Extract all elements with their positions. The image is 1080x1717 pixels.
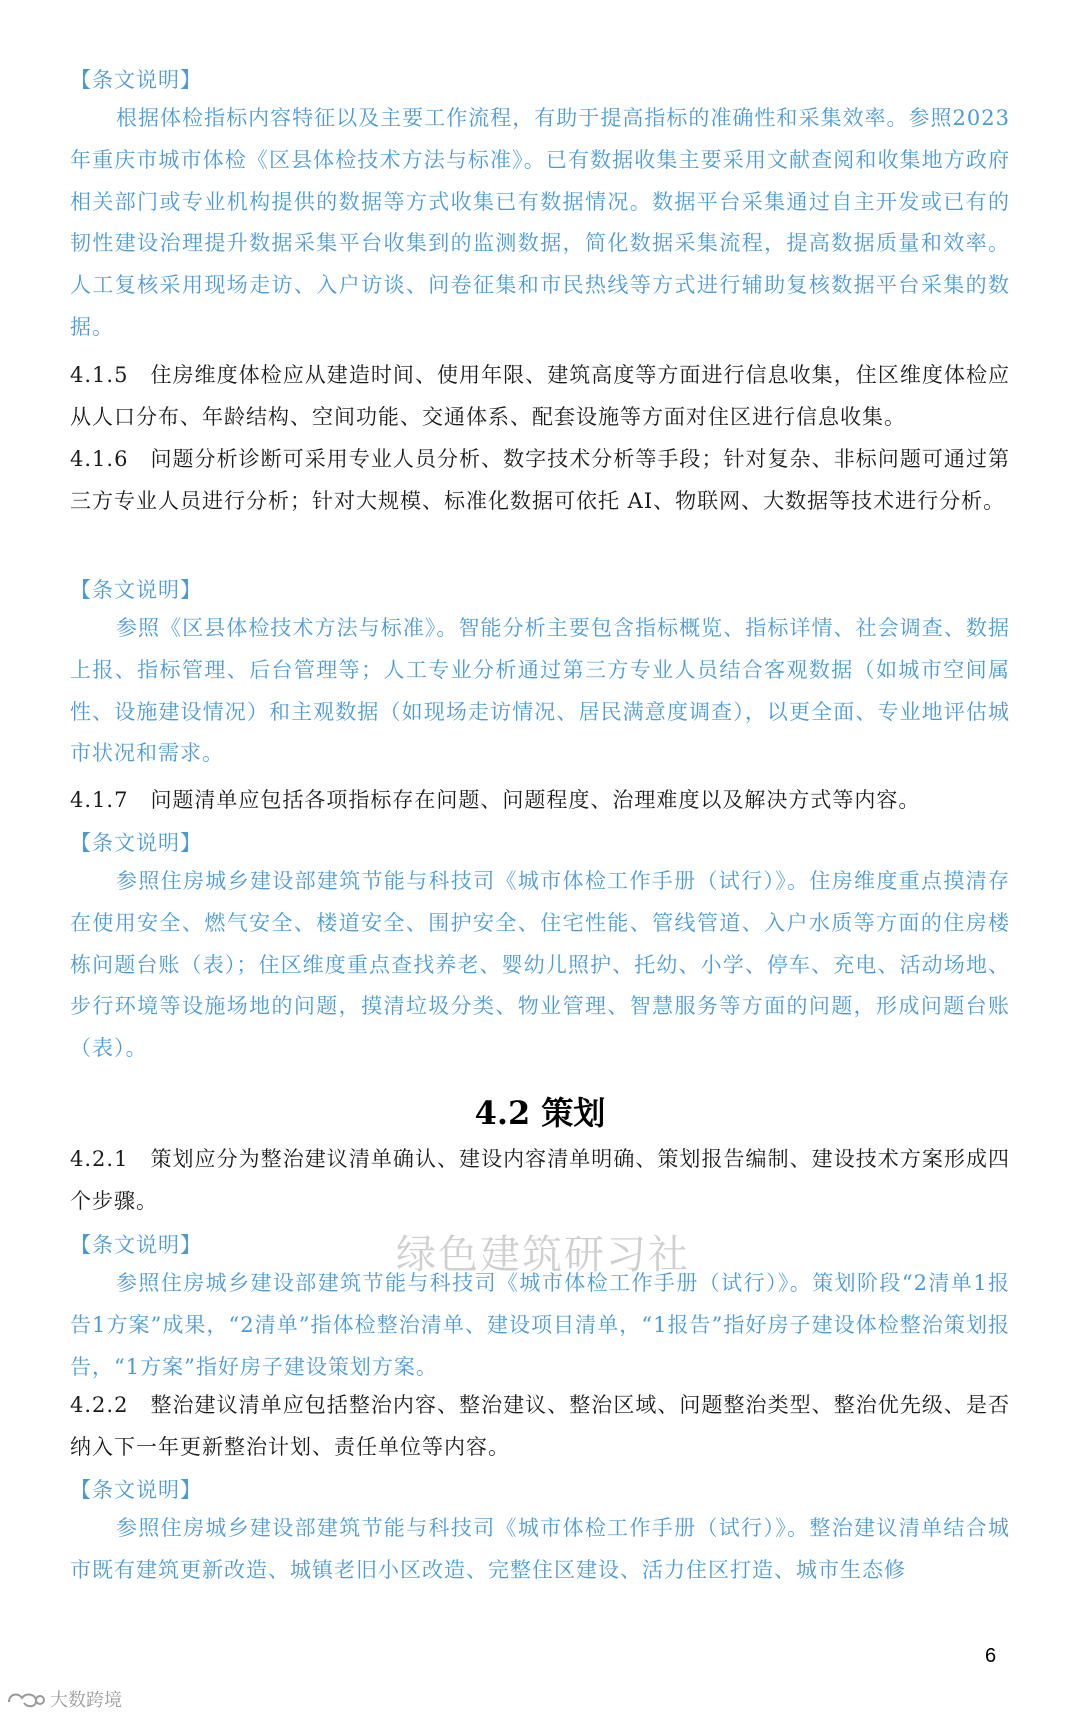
clause-4-1-7	[70, 780, 1010, 822]
clause-number: 4.1.5	[70, 363, 129, 387]
note-text: 参照住房城乡建设部建筑节能与科技司《城市体检工作手册（试行）》。整治建议清单结合城市既有建筑更新改造、城镇老旧小区改造、完整住区建设、活力住区打造、城市生态修	[70, 1516, 1010, 1582]
clause-number: 4.2.1	[70, 1147, 129, 1171]
note-heading: 【条文说明】	[70, 1233, 202, 1257]
brand-logo-icon	[6, 1688, 46, 1710]
note-heading: 【条文说明】	[70, 1478, 202, 1502]
watermark: 绿色建筑研习社	[396, 1232, 690, 1278]
note-heading: 【条文说明】	[70, 68, 202, 92]
note-heading: 【条文说明】	[70, 578, 202, 602]
clause-explanation-5	[70, 1472, 1010, 1592]
clause-number: 4.1.6	[70, 447, 129, 471]
clause-explanation-3	[70, 825, 1010, 1070]
clause-explanation-2	[70, 572, 1010, 775]
note-text: 参照住房城乡建设部建筑节能与科技司《城市体检工作手册（试行）》。策划阶段“2清单1报告1方案”成果，“2清单”指体检整治清单、建设项目清单，“1报告”指好房子建设体检整治策划报告，“1方案”指好房子建设策划方案。	[70, 1271, 1010, 1379]
clause-number: 4.2.2	[70, 1393, 129, 1417]
page-number: 6	[985, 1645, 997, 1667]
clause-number: 4.1.7	[70, 788, 129, 812]
clause-text: 住房维度体检应从建造时间、使用年限、建筑高度等方面进行信息收集，住区维度体检应从人口分布、年龄结构、空间功能、交通体系、配套设施等方面对住区进行信息收集。	[70, 363, 1010, 429]
note-text: 参照住房城乡建设部建筑节能与科技司《城市体检工作手册（试行）》。住房维度重点摸清存在使用安全、燃气安全、楼道安全、围护安全、住宅性能、管线管道、入户水质等方面的住房楼栋问题台账（表）；住区维度重点查找养老、婴幼儿照护、托幼、小学、停车、充电、活动场地、步行环境等设施场地的问题，摸清垃圾分类、物业管理、智慧服务等方面的问题，形成问题台账（表）。	[70, 869, 1010, 1061]
note-text: 参照《区县体检技术方法与标准》。智能分析主要包含指标概览、指标详情、社会调查、数据上报、指标管理、后台管理等；人工专业分析通过第三方专业人员结合客观数据（如城市空间属性、设施建设情况）和主观数据（如现场走访情况、居民满意度调查），以更全面、专业地评估城市状况和需求。	[70, 616, 1010, 766]
note-heading: 【条文说明】	[70, 831, 202, 855]
clause-4-2-2	[70, 1385, 1010, 1469]
clause-text: 问题清单应包括各项指标存在问题、问题程度、治理难度以及解决方式等内容。	[150, 788, 921, 812]
clause-explanation-4	[70, 1227, 1010, 1388]
brand-watermark	[6, 1686, 122, 1712]
clause-text: 问题分析诊断可采用专业人员分析、数字技术分析等手段；针对复杂、非标问题可通过第三方专业人员进行分析；针对大规模、标准化数据可依托 AI、物联网、大数据等技术进行分析。	[70, 447, 1010, 513]
clause-explanation-1	[70, 62, 1010, 349]
clause-4-1-5	[70, 355, 1010, 439]
note-text: 根据体检指标内容特征以及主要工作流程，有助于提高指标的准确性和采集效率。参照2023年重庆市城市体检《区县体检技术方法与标准》。已有数据收集主要采用文献查阅和收集地方政府相关部门或专业机构提供的数据等方式收集已有数据情况。数据平台采集通过自主开发或已有的韧性建设治理提升数据采集平台收集到的监测数据，简化数据采集流程，提高数据质量和效率。人工复核采用现场走访、入户访谈、问卷征集和市民热线等方式进行辅助复核数据平台采集的数据。	[70, 106, 1010, 339]
clause-4-2-1	[70, 1139, 1010, 1223]
section-title: 4.2 策划	[474, 1094, 606, 1132]
clause-text: 整治建议清单应包括整治内容、整治建议、整治区域、问题整治类型、整治优先级、是否纳入下一年更新整治计划、责任单位等内容。	[70, 1393, 1010, 1459]
clause-text: 策划应分为整治建议清单确认、建设内容清单明确、策划报告编制、建设技术方案形成四个步骤。	[70, 1147, 1010, 1213]
clause-4-1-6	[70, 439, 1010, 523]
brand-name: 大数跨境	[50, 1690, 122, 1711]
